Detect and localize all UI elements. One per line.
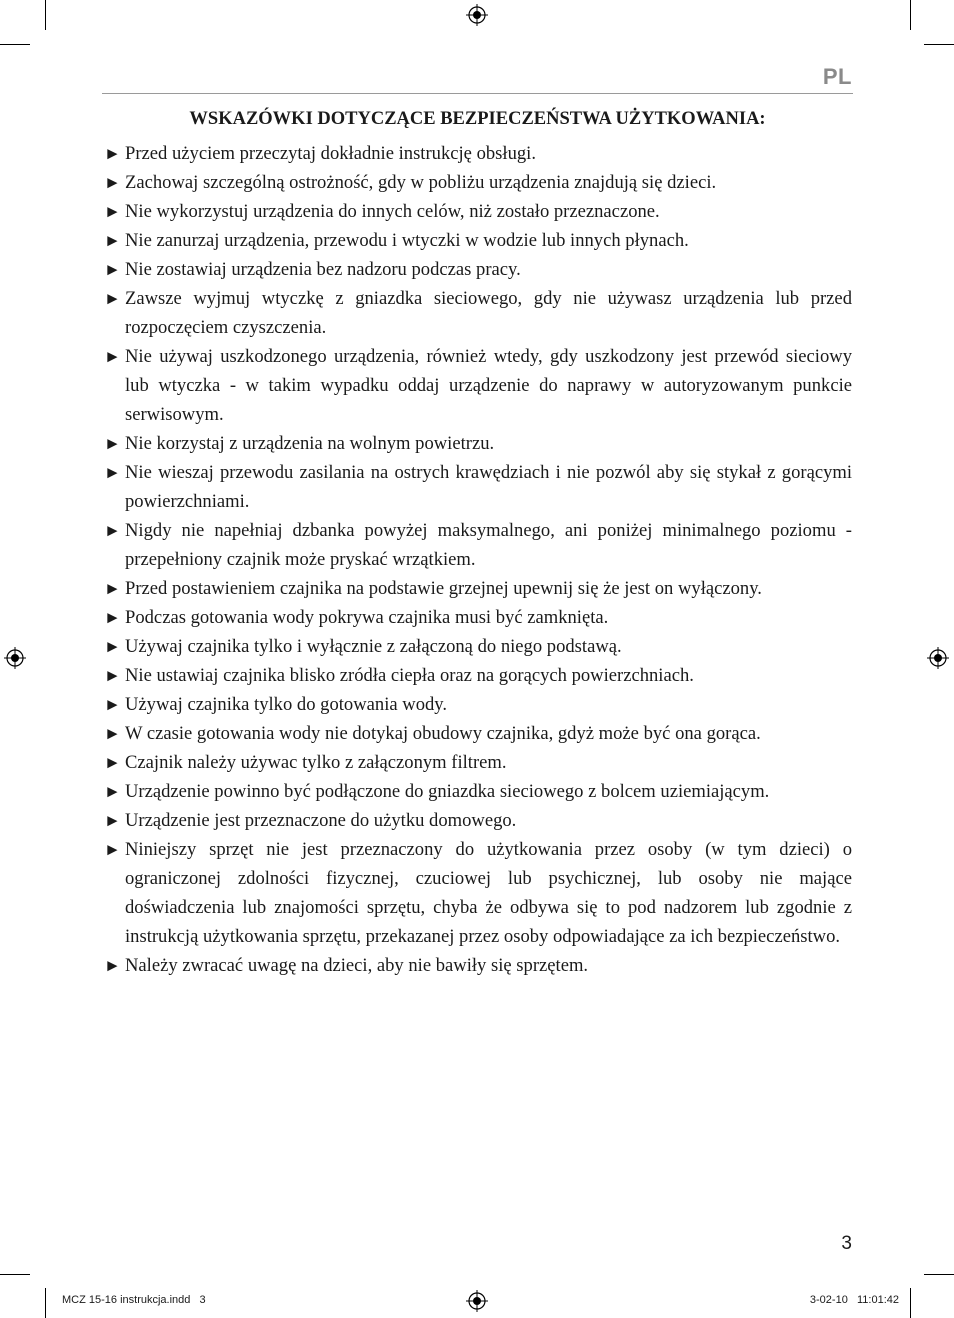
list-item-text: Niniejszy sprzęt nie jest przeznaczony do użytkowania przez osoby (w tym dzieci) o ograniczonej zdolności fizycznej, czuciowej lub psychicznej, lub osoby nie mające doświadczenia lub znajomości sprzętu, chyba że odbywa się to pod nadzorem lub zgodnie z instrukcją użytkowania sprzętu, przekazanej przez osoby odpowiadające za ich bezpieczeństwo. [125, 839, 852, 947]
list-item-text: Czajnik należy używac tylko z załączonym filtrem. [125, 752, 507, 773]
list-item-text: Nie wieszaj przewodu zasilania na ostrych krawędziach i nie pozwól aby się stykał z gorącymi powierzchniami. [125, 462, 852, 512]
list-item [104, 226, 852, 255]
crop-mark-bottom-left-h [0, 1274, 30, 1275]
crop-mark-top-left [45, 0, 46, 30]
list-item-text: Urządzenie powinno być podłączone do gniazdka sieciowego z bolcem uziemiającym. [125, 781, 770, 802]
bullet-arrow-icon: ► [104, 608, 121, 627]
bullet-arrow-icon: ► [104, 724, 121, 743]
list-item-text: Zawsze wyjmuj wtyczkę z gniazdka sieciowego, gdy nie używasz urządzenia lub przed rozpoczęciem czyszczenia. [125, 288, 852, 338]
crop-mark-top-right-h [924, 44, 954, 45]
slug-timestamp: 3-02-10 11:01:42 [809, 1294, 899, 1306]
bullet-arrow-icon: ► [104, 811, 121, 830]
bullet-arrow-icon: ► [104, 289, 121, 308]
list-item [104, 197, 852, 226]
registration-mark-icon [466, 1290, 488, 1312]
language-code: PL [822, 64, 852, 89]
list-item-text: Należy zwracać uwagę na dzieci, aby nie bawiły się sprzętem. [125, 955, 589, 976]
list-item-text: Nie zostawiaj urządzenia bez nadzoru podczas pracy. [125, 259, 521, 280]
list-item [104, 806, 852, 835]
list-item [104, 284, 852, 342]
list-item [104, 168, 852, 197]
bullet-arrow-icon: ► [104, 782, 121, 801]
page-number: 3 [841, 1233, 852, 1254]
header-divider [102, 93, 853, 94]
crop-mark-top-left-h [0, 44, 30, 45]
bullet-arrow-icon: ► [104, 463, 121, 482]
bullet-arrow-icon: ► [104, 521, 121, 540]
bullet-arrow-icon: ► [104, 840, 121, 859]
crop-mark-bottom-left [45, 1288, 46, 1318]
bullet-arrow-icon: ► [104, 637, 121, 656]
list-item-text: Nie ustawiaj czajnika blisko zródła ciepła oraz na gorących powierzchniach. [125, 665, 694, 686]
bullet-arrow-icon: ► [104, 956, 121, 975]
bullet-arrow-icon: ► [104, 579, 121, 598]
list-item [104, 690, 852, 719]
list-item-text: Przed postawieniem czajnika na podstawie grzejnej upewnij się że jest on wyłączony. [125, 578, 762, 599]
list-item [104, 603, 852, 632]
section-title: WSKAZÓWKI DOTYCZĄCE BEZPIECZEŃSTWA UŻYTKOWANIA: [189, 109, 766, 129]
bullet-arrow-icon: ► [104, 202, 121, 221]
crop-mark-bottom-right [910, 1288, 911, 1318]
crop-mark-top-right [910, 0, 911, 30]
list-item-text: Przed użyciem przeczytaj dokładnie instrukcję obsługi. [125, 143, 536, 164]
list-item [104, 342, 852, 429]
bullet-arrow-icon: ► [104, 434, 121, 453]
registration-mark-icon [927, 647, 949, 669]
crop-mark-bottom-right-h [924, 1274, 954, 1275]
list-item-text: Nie używaj uszkodzonego urządzenia, również wtedy, gdy uszkodzony jest przewód sieciowy lub wtyczka - w takim wypadku oddaj urządzenie do naprawy w autoryzowanym punkcie serwisowym. [125, 346, 852, 425]
list-item [104, 458, 852, 516]
list-item [104, 951, 852, 980]
list-item-text: Podczas gotowania wody pokrywa czajnika musi być zamknięta. [125, 607, 609, 628]
safety-instructions-list [104, 139, 852, 980]
list-item [104, 748, 852, 777]
bullet-arrow-icon: ► [104, 173, 121, 192]
list-item [104, 429, 852, 458]
list-item-text: W czasie gotowania wody nie dotykaj obudowy czajnika, gdyż może być ona gorąca. [125, 723, 761, 744]
list-item [104, 835, 852, 951]
bullet-arrow-icon: ► [104, 231, 121, 250]
list-item-text: Nigdy nie napełniaj dzbanka powyżej maksymalnego, ani poniżej minimalnego poziomu - przepełniony czajnik może pryskać wrzątkiem. [125, 520, 852, 570]
bullet-arrow-icon: ► [104, 260, 121, 279]
list-item-text: Nie zanurzaj urządzenia, przewodu i wtyczki w wodzie lub innych płynach. [125, 230, 689, 251]
list-item-text: Nie korzystaj z urządzenia na wolnym powietrzu. [125, 433, 495, 454]
list-item-text: Nie wykorzystuj urządzenia do innych celów, niż zostało przeznaczone. [125, 201, 660, 222]
list-item-text: Używaj czajnika tylko i wyłącznie z załączoną do niego podstawą. [125, 636, 622, 657]
list-item [104, 632, 852, 661]
bullet-arrow-icon: ► [104, 753, 121, 772]
bullet-arrow-icon: ► [104, 666, 121, 685]
bullet-arrow-icon: ► [104, 695, 121, 714]
list-item [104, 255, 852, 284]
slug-filename: MCZ 15-16 instrukcja.indd 3 [62, 1294, 206, 1306]
list-item [104, 574, 852, 603]
list-item [104, 661, 852, 690]
registration-mark-icon [466, 4, 488, 26]
list-item [104, 139, 852, 168]
list-item-text: Używaj czajnika tylko do gotowania wody. [125, 694, 448, 715]
list-item [104, 777, 852, 806]
list-item [104, 516, 852, 574]
list-item [104, 719, 852, 748]
list-item-text: Zachowaj szczególną ostrożność, gdy w pobliżu urządzenia znajdują się dzieci. [125, 172, 717, 193]
bullet-arrow-icon: ► [104, 347, 121, 366]
registration-mark-icon [4, 647, 26, 669]
bullet-arrow-icon: ► [104, 144, 121, 163]
list-item-text: Urządzenie jest przeznaczone do użytku domowego. [125, 810, 517, 831]
